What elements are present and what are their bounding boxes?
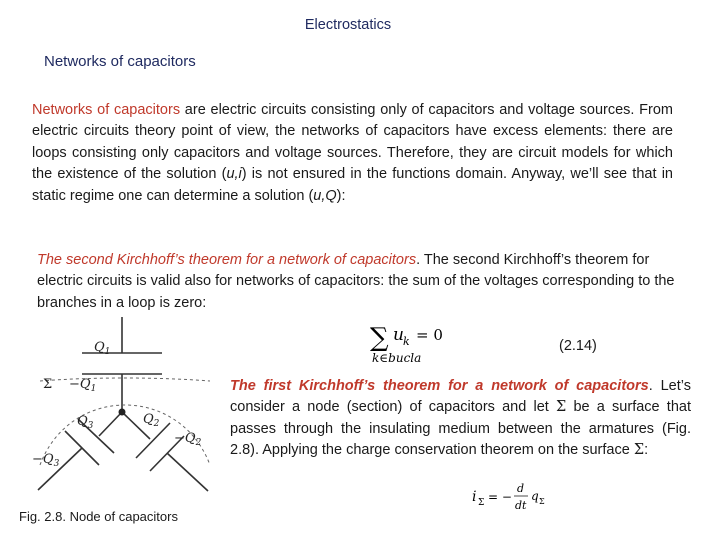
kirchhoff1-paragraph	[230, 376, 691, 462]
label-neg-q3: $-Q_3$	[32, 452, 60, 469]
node-dot	[119, 409, 126, 416]
intro-text-3: ):	[336, 187, 346, 204]
label-neg-q2: $-Q_2$	[174, 431, 202, 448]
eq-equals: = −	[488, 490, 512, 504]
label-q1: $Q_1$	[94, 340, 111, 357]
label-sigma: Σ	[43, 377, 53, 392]
sum-term: u	[393, 325, 404, 345]
intro-text-1: are electric circuits consisting only of capacitors and voltage sources. From electric circuits theory point of view, the networks of capacitors have excess elements: there are loops consisting only capacitors and voltage sources. Therefore, they are circuit models for which the existence of the solution (	[32, 102, 673, 183]
kirchhoff1-body-1: . Let’s consider a node (section) of capacitors and let	[230, 378, 691, 416]
eq-d: d	[517, 482, 525, 495]
intro-paragraph	[32, 100, 673, 207]
capacitor-node-figure	[10, 315, 225, 495]
sigma-symbol: Σ	[556, 399, 567, 416]
kirchhoff2-body: . The second Kirchhoff’s theorem for electric circuits is valid also for networks of capacitors: the sum of the voltages corresponding to the branches in a loop is zero:	[37, 252, 675, 311]
intro-var-ui: u,i	[226, 166, 242, 183]
eq-i: i	[472, 489, 477, 505]
kirchhoff1-body-3: :	[644, 442, 649, 459]
kirchhoff1-body-2: be a surface that passes through the insulating medium between the armatures (Fig. 2.8). Applying the charge conservation theorem on the surface	[230, 399, 691, 459]
sum-term-sub: k	[403, 335, 410, 348]
kirchhoff1-heading: The first Kirchhoff’s theorem for a network of capacitors	[230, 378, 649, 394]
eq-q: q	[531, 489, 539, 503]
sigma-surface-top	[40, 378, 210, 381]
sum-index: k∈bucla	[372, 351, 422, 365]
slide-title: Electrostatics	[304, 17, 392, 33]
kirchhoff2-paragraph	[37, 250, 687, 314]
eq-q-sub: Σ	[539, 497, 545, 506]
label-q3: $Q_3$	[77, 414, 94, 431]
label-neg-q1: $-Q_1$	[69, 377, 97, 394]
equation-number: (2.14)	[559, 338, 597, 354]
equation-2-14	[366, 320, 476, 368]
equation-charge	[470, 478, 560, 518]
intro-var-uq: u,Q	[313, 187, 337, 204]
sum-symbol: ∑	[370, 323, 389, 353]
label-q2: $Q_2$	[143, 412, 160, 429]
sigma-symbol-2: Σ	[633, 442, 645, 459]
intro-highlight: Networks of capacitors	[32, 102, 181, 118]
kirchhoff2-heading: The second Kirchhoff’s theorem for a network of capacitors	[37, 252, 417, 268]
wire-right-out	[167, 453, 208, 491]
section-heading: Networks of capacitors	[44, 53, 196, 70]
figure-caption: Fig. 2.8. Node of capacitors	[19, 509, 178, 524]
sum-rhs: = 0	[416, 326, 443, 344]
intro-text-2: ) is not ensured in the functions domain. Anyway, we’ll see that in static regime one can determine a solution (	[32, 166, 673, 204]
eq-i-sub: Σ	[478, 498, 485, 508]
eq-dt: dt	[515, 499, 527, 512]
wire-left	[99, 412, 122, 436]
